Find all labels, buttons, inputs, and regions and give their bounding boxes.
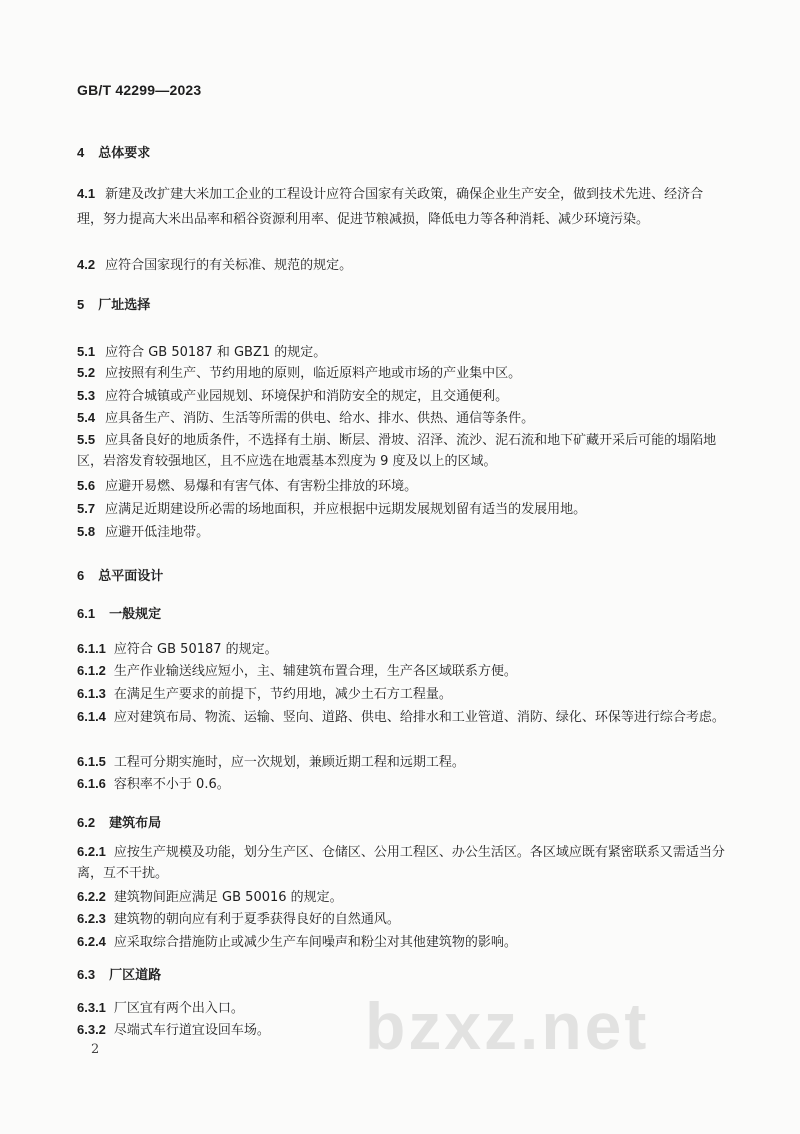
section-heading-6: 6 总平面设计 bbox=[77, 568, 164, 584]
clause-6-2-1: 6.2.1 应按生产规模及功能，划分生产区、仓储区、公用工程区、办公生活区。各区域应既有紧密联系又需适当分离，互不干扰。 bbox=[77, 844, 725, 881]
section-heading-6-3: 6.3 厂区道路 bbox=[77, 967, 162, 983]
clause-5-3: 5.3 应符合城镇或产业园规划、环境保护和消防安全的规定，且交通便利。 bbox=[77, 388, 509, 404]
clause-6-2-2: 6.2.2 建筑物间距应满足 GB 50016 的规定。 bbox=[77, 889, 343, 905]
clause-6-3-1: 6.3.1 厂区宜有两个出入口。 bbox=[77, 1000, 244, 1016]
clause-6-1-2: 6.1.2 生产作业输送线应短小，主、辅建筑布置合理，生产各区域联系方便。 bbox=[77, 663, 517, 679]
clause-6-2-4: 6.2.4 应采取综合措施防止或减少生产车间噪声和粉尘对其他建筑物的影响。 bbox=[77, 934, 517, 950]
clause-4-2: 4.2 应符合国家现行的有关标准、规范的规定。 bbox=[77, 257, 353, 273]
clause-6-1-6: 6.1.6 容积率不小于 0.6。 bbox=[77, 776, 230, 792]
clause-5-6: 5.6 应避开易燃、易爆和有害气体、有害粉尘排放的环境。 bbox=[77, 478, 418, 494]
clause-5-1: 5.1 应符合 GB 50187 和 GBZ1 的规定。 bbox=[77, 344, 327, 360]
page-number: 2 bbox=[91, 1042, 100, 1057]
clause-6-1-1: 6.1.1 应符合 GB 50187 的规定。 bbox=[77, 641, 278, 657]
clause-6-3-2: 6.3.2 尽端式车行道宜设回车场。 bbox=[77, 1022, 270, 1038]
section-heading-6-1: 6.1 一般规定 bbox=[77, 606, 162, 622]
clause-5-4: 5.4 应具备生产、消防、生活等所需的供电、给水、排水、供热、通信等条件。 bbox=[77, 410, 535, 426]
standard-code-header: GB/T 42299—2023 bbox=[77, 82, 202, 98]
clause-5-8: 5.8 应避开低洼地带。 bbox=[77, 524, 210, 540]
clause-4-1: 4.1 新建及改扩建大米加工企业的工程设计应符合国家有关政策，确保企业生产安全，做到技术先进、经济合理，努力提高大米出品率和稻谷资源利用率、促进节粮减损，降低电力等各种消耗、减少环境污染。 bbox=[77, 186, 704, 227]
section-heading-5: 5 厂址选择 bbox=[77, 297, 151, 313]
clause-5-2: 5.2 应按照有利生产、节约用地的原则，临近原料产地或市场的产业集中区。 bbox=[77, 365, 522, 381]
section-heading-6-2: 6.2 建筑布局 bbox=[77, 815, 162, 831]
section-heading-4: 4 总体要求 bbox=[77, 145, 151, 161]
clause-6-2-3: 6.2.3 建筑物的朝向应有利于夏季获得良好的自然通风。 bbox=[77, 911, 400, 927]
clause-5-7: 5.7 应满足近期建设所必需的场地面积，并应根据中远期发展规划留有适当的发展用地。 bbox=[77, 501, 587, 517]
clause-6-1-3: 6.1.3 在满足生产要求的前提下，节约用地，减少土石方工程量。 bbox=[77, 686, 452, 702]
watermark: bzxz.net bbox=[365, 989, 650, 1063]
clause-6-1-4: 6.1.4 应对建筑布局、物流、运输、竖向、道路、供电、给排水和工业管道、消防、绿化、环保等进行综合考虑。 bbox=[77, 709, 725, 725]
clause-6-1-5: 6.1.5 工程可分期实施时，应一次规划，兼顾近期工程和远期工程。 bbox=[77, 754, 465, 770]
clause-5-5: 5.5 应具备良好的地质条件，不选择有土崩、断层、滑坡、沼泽、流沙、泥石流和地下矿藏开采后可能的塌陷地区，岩溶发育较强地区，且不应选在地震基本烈度为 9 度及以上的区域。 bbox=[77, 432, 717, 469]
